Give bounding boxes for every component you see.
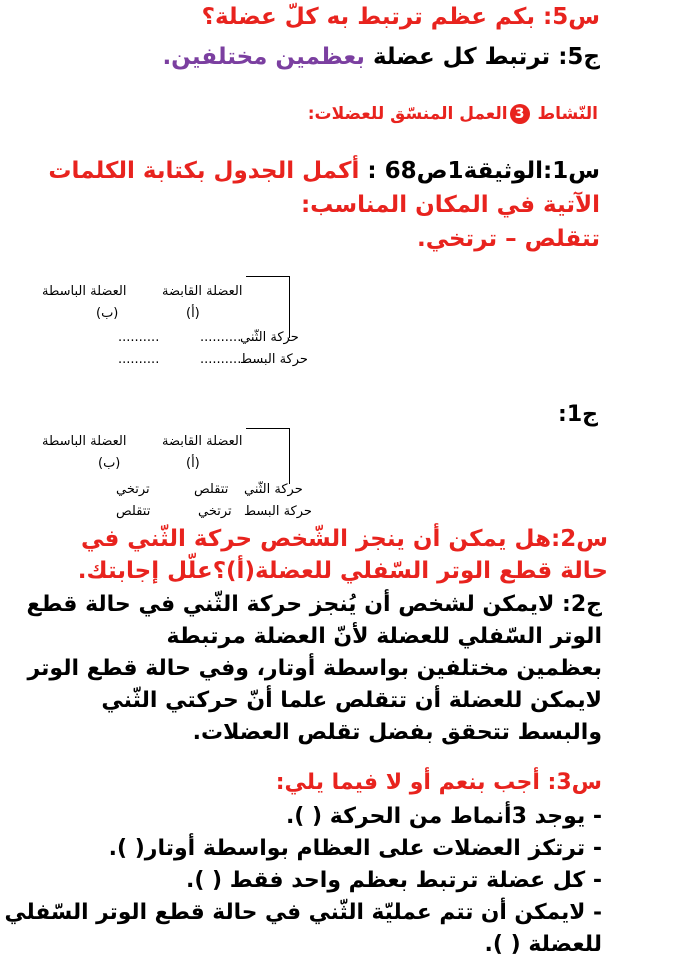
activity-title: العمل المنسّق للعضلات:: [307, 104, 508, 124]
table-1-col-a: العضلة القابضة: [162, 284, 243, 299]
question-2-line1: س2:هل يمكن أن ينجز الشّخص حركة الثّني في: [80, 526, 608, 552]
answer-5: [162, 44, 600, 70]
answer-2-line2: الوتر السّفلي للعضلة لأنّ العضلة مرتبطة: [166, 624, 602, 649]
question-3-item: - لايمكن أن تتم عمليّة الثّني في حالة قطع الوتر السّفلي: [4, 900, 602, 925]
question-1-line3: تتقلص – ترتخي.: [416, 226, 600, 252]
table-2-row-2: حركة البسط: [244, 504, 312, 519]
question-3-title: س3: أجب بنعم أو لا فيما يلي:: [275, 770, 602, 795]
table-1-row-2: حركة البسط: [240, 352, 308, 367]
table-1-blank-a2: ..........: [200, 352, 242, 367]
table-2-r2-b: تتقلص: [116, 504, 151, 519]
table-1-hline: [246, 276, 290, 277]
table-2-hline: [246, 428, 290, 429]
answer-2-line1: ج2: لايمكن لشخص أن يُنجز حركة الثّني في حالة قطع: [26, 592, 602, 617]
question-1-line2: الآتية في المكان المناسب:: [300, 192, 600, 218]
activity-prefix: النّشاط: [531, 104, 598, 124]
table-1-mark-a: (أ): [186, 306, 200, 321]
table-2-r1-b: ترتخي: [116, 482, 150, 497]
question-1-doc: الوثيقة1ص68 :: [359, 158, 544, 184]
question-3-item: - ترتكز العضلات على العظام بواسطة أوتار( ).: [108, 836, 602, 861]
table-1-row-1: حركة الثّني: [240, 330, 299, 345]
question-5: س5: بكم عظم ترتبط به كلّ عضلة؟: [201, 4, 600, 30]
question-3-item: - كل عضلة ترتبط بعظم واحد فقط ( ).: [185, 868, 602, 893]
table-1-mark-b: (ب): [96, 306, 119, 321]
table-1-col-b: العضلة الباسطة: [42, 284, 127, 299]
table-2-mark-b: (ب): [98, 456, 121, 471]
question-3-item: للعضلة ( ).: [484, 932, 602, 957]
table-2-vline: [289, 428, 290, 484]
activity-number-badge: 3: [510, 104, 530, 124]
table-1-blank-b1: ..........: [118, 330, 160, 345]
table-2-mark-a: (أ): [186, 456, 200, 471]
table-2-col-a: العضلة القابضة: [162, 434, 243, 449]
question-1-text1: أكمل الجدول بكتابة الكلمات: [48, 158, 360, 184]
table-2-r1-a: تتقلص: [194, 482, 229, 497]
table-1-blank-a1: ..........: [200, 330, 242, 345]
question-1-line1: [48, 158, 600, 184]
answer-1-label: ج1:: [558, 402, 598, 427]
table-2-row-1: حركة الثّني: [244, 482, 303, 497]
answer-2-line5: والبسط تتحقق بفضل تقلص العضلات.: [192, 720, 602, 745]
question-1-label: س1:: [543, 158, 600, 184]
answer-2-line3: بعظمين مختلفين بواسطة أوتار، وفي حالة قطع الوتر: [27, 656, 602, 681]
question-3-item: - يوجد 3أنماط من الحركة ( ).: [285, 804, 602, 829]
activity-heading: [308, 104, 598, 124]
table-1-vline: [289, 276, 290, 338]
answer-5-highlight: بعظمين مختلفين.: [162, 44, 365, 70]
table-2-col-b: العضلة الباسطة: [42, 434, 127, 449]
answer-5-text: ج5: ترتبط كل عضلة: [364, 44, 600, 70]
table-1-blank-b2: ..........: [118, 352, 160, 367]
table-2-r2-a: ترتخي: [198, 504, 232, 519]
question-2-line2: حالة قطع الوتر السّفلي للعضلة(أ)؟علّل إجابتك.: [77, 558, 608, 584]
answer-2-line4: لايمكن للعضلة أن تتقلص علما أنّ حركتي الثّني: [101, 688, 602, 713]
